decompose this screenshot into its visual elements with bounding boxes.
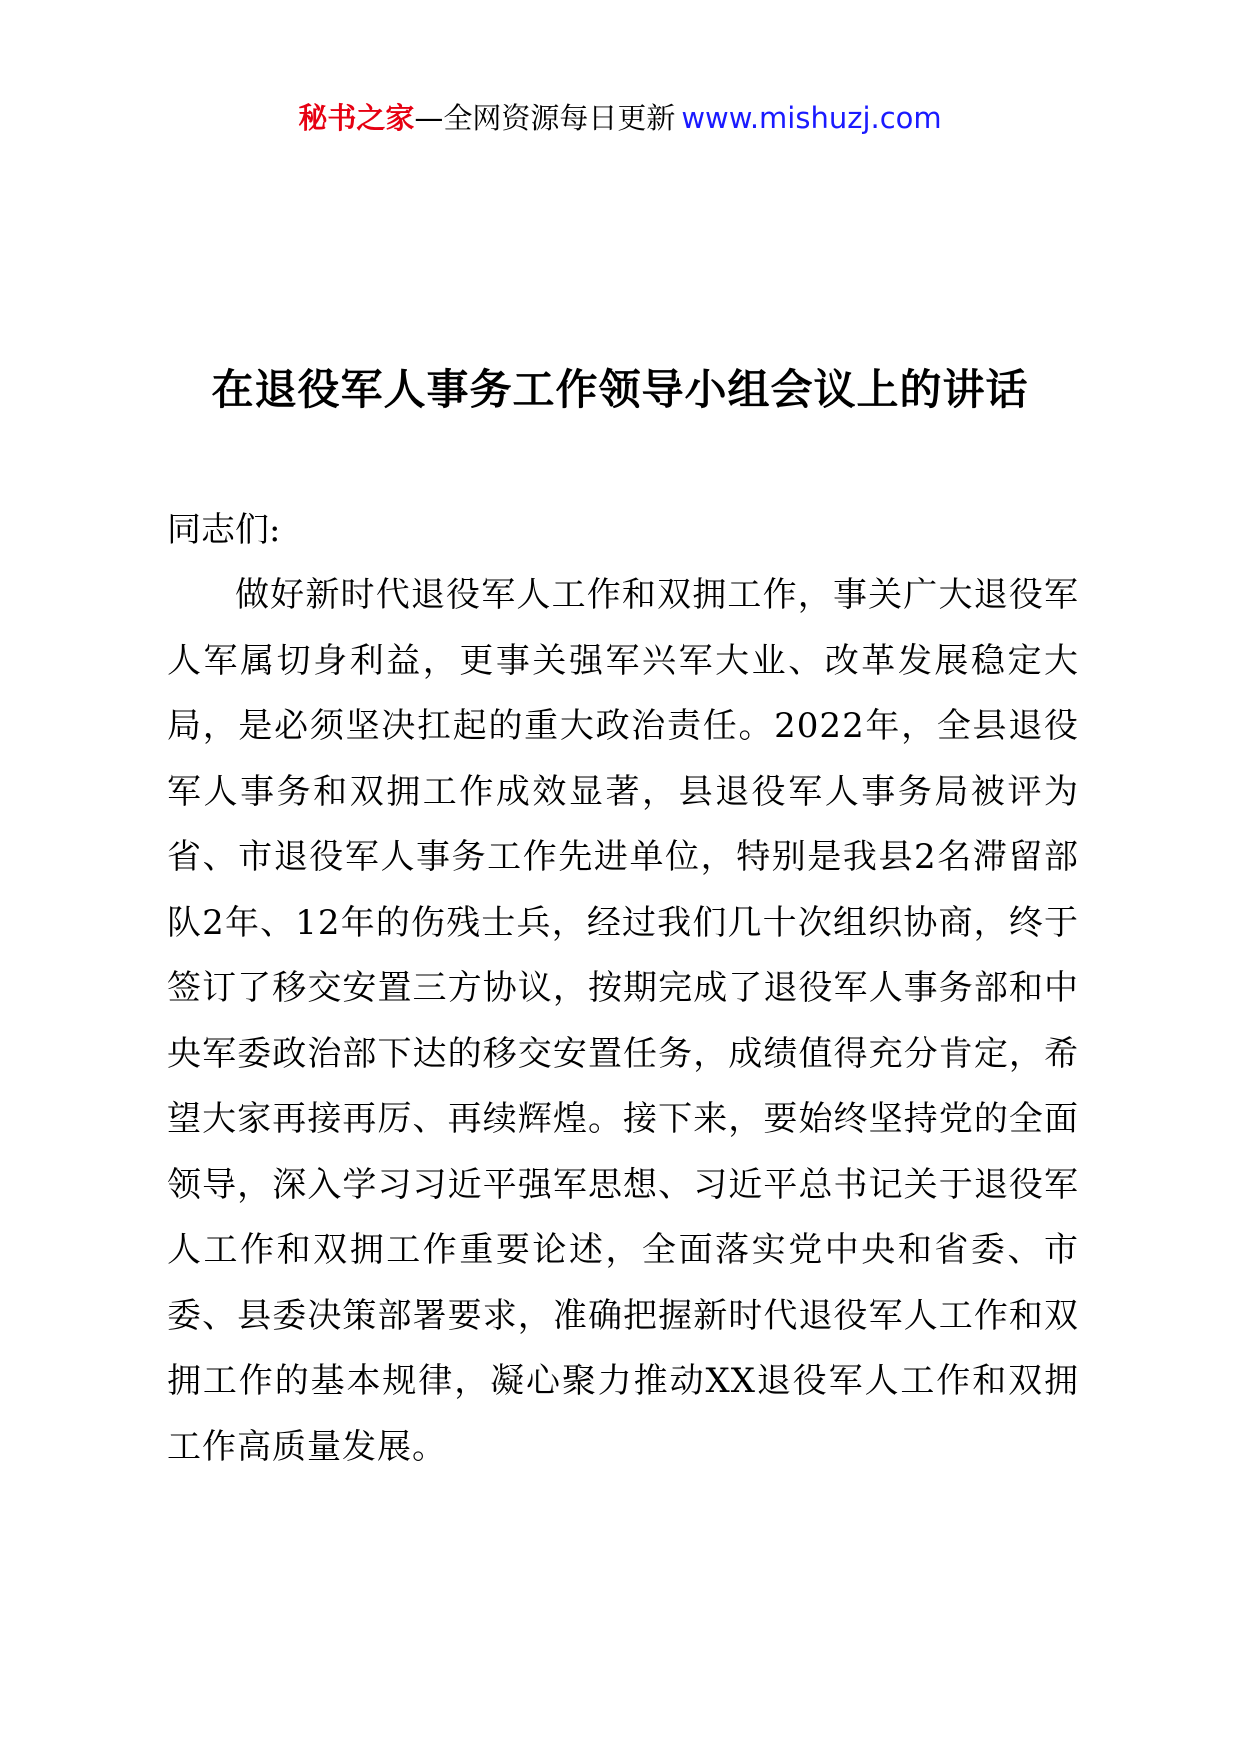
site-brand: 秘书之家 bbox=[298, 101, 415, 135]
body-paragraph: 做好新时代退役军人工作和双拥工作，事关广大退役军人军属切身利益，更事关强军兴军大业、改革发展稳定大局，是必须坚决扛起的重大政治责任。2022年，全县退役军人事务和双拥工作成效显著，县退役军人事务局被评为省、市退役军人事务工作先进单位，特别是我县2名滞留部队2年、12年的伤残士兵，经过我们几十次组织协商，终于签订了移交安置三方协议，按期完成了退役军人事务部和中央军委政治部下达的移交安置任务，成绩值得充分肯定，希望大家再接再厉、再续辉煌。接下来，要始终坚持党的全面领导，深入学习习近平强军思想、习近平总书记关于退役军人工作和双拥工作重要论述，全面落实党中央和省委、市委、县委决策部署要求，准确把握新时代退役军人工作和双拥工作的基本规律，凝心聚力推动XX退役军人工作和双拥工作高质量发展。 bbox=[167, 575, 1079, 1467]
site-url-link[interactable]: www.mishuzj.com bbox=[681, 101, 942, 135]
document-title: 在退役军人事务工作领导小组会议上的讲话 bbox=[211, 365, 1029, 414]
salutation: 同志们: bbox=[167, 510, 281, 550]
site-header bbox=[0, 98, 1240, 138]
site-tagline: —全网资源每日更新 bbox=[414, 101, 676, 135]
